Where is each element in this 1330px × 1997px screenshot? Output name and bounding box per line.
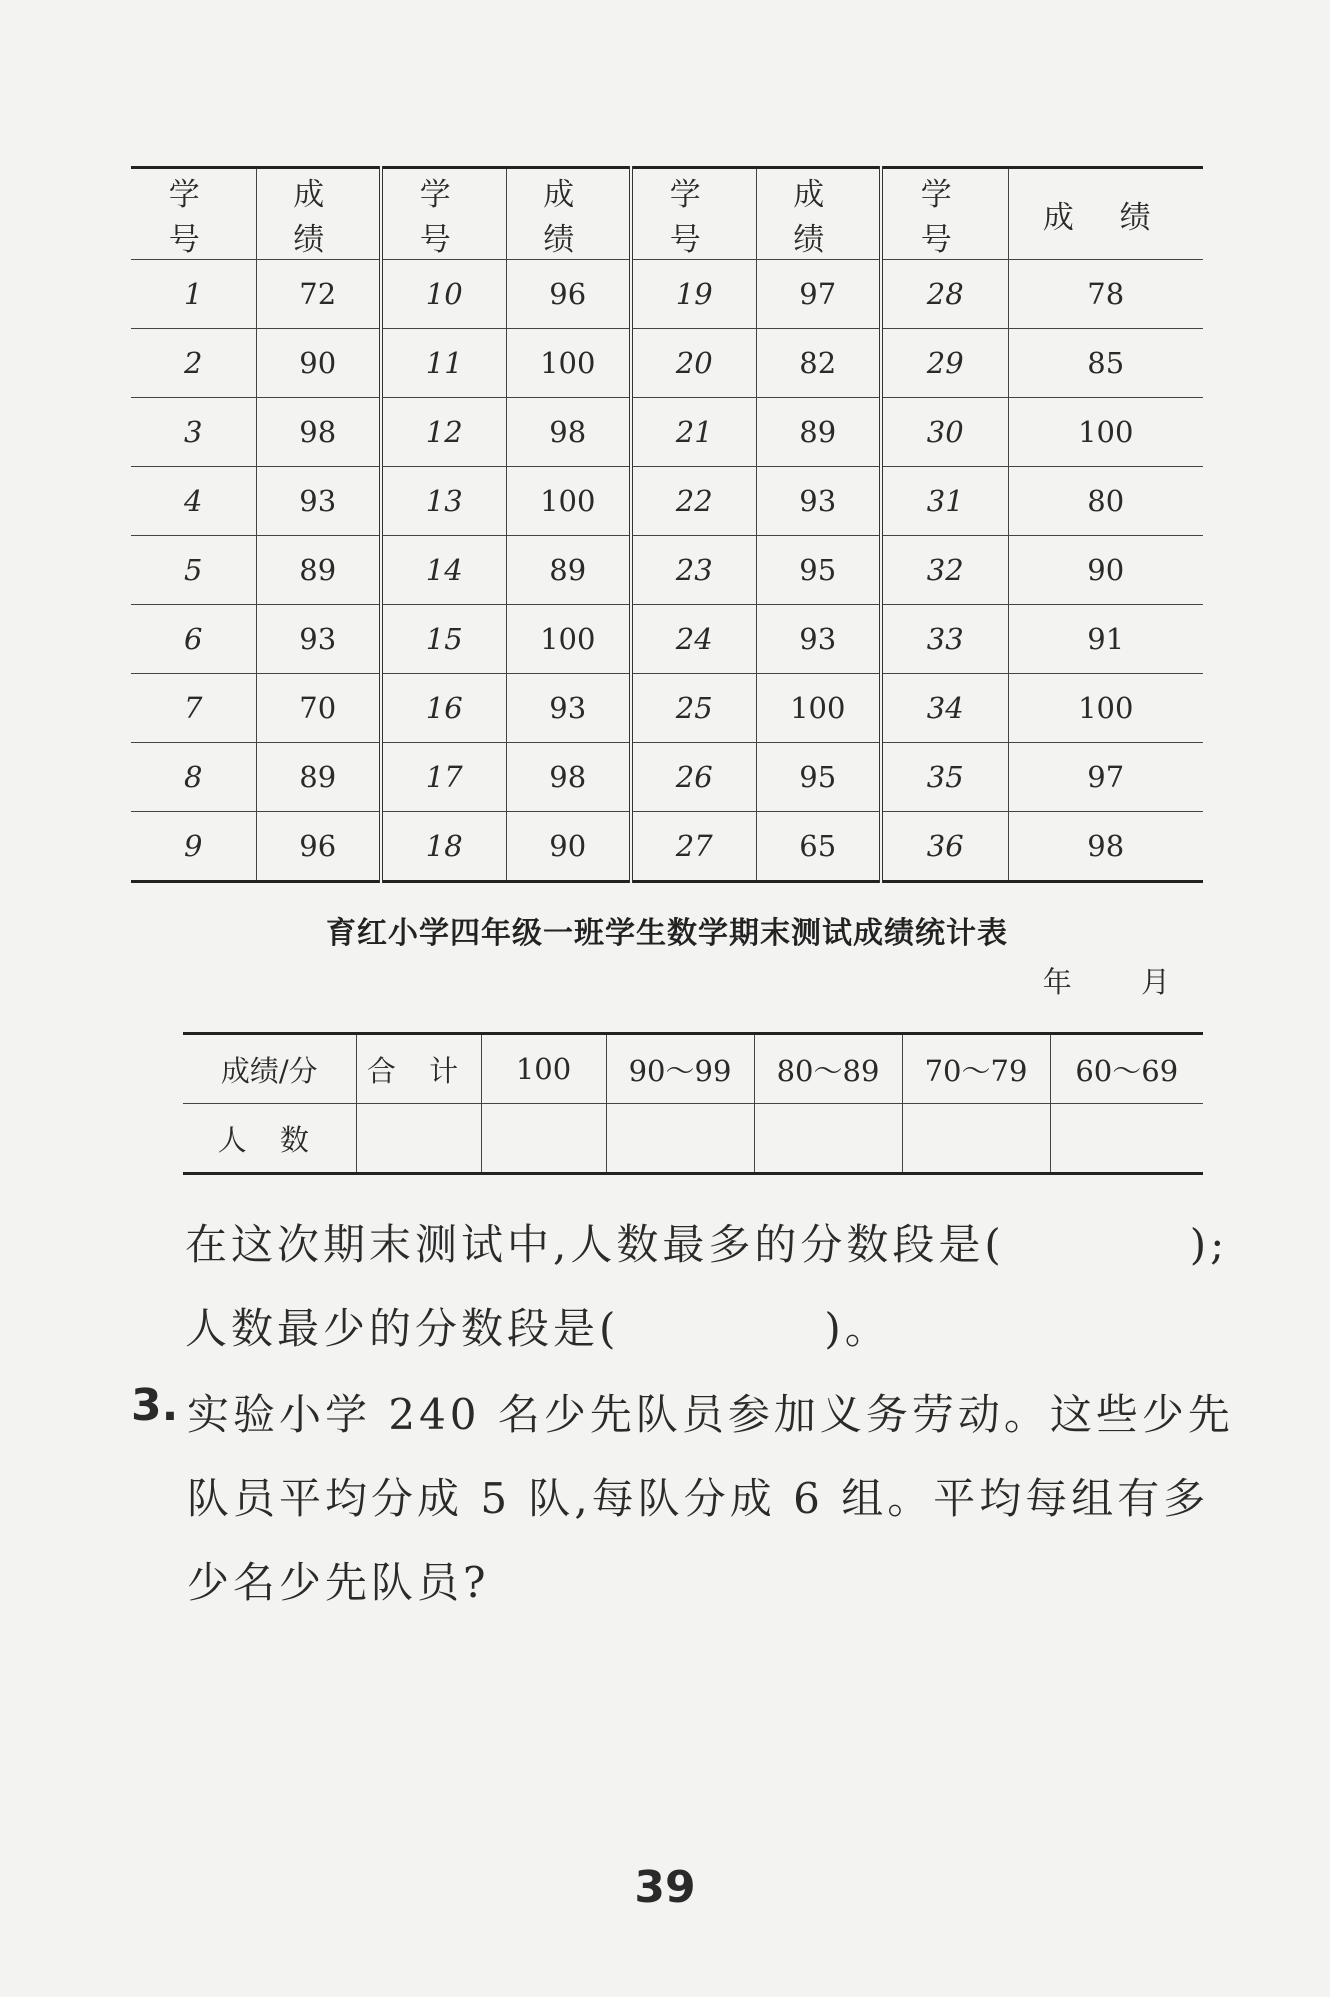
student-id-cell: 6 (131, 605, 256, 674)
score-cell: 100 (506, 467, 631, 536)
answer-cell-60-69[interactable] (1050, 1104, 1203, 1174)
student-id-cell: 23 (631, 536, 756, 605)
student-id-cell: 4 (131, 467, 256, 536)
score-cell: 98 (256, 398, 381, 467)
header-score: 成 绩 (756, 168, 881, 260)
score-cell: 90 (506, 812, 631, 882)
stat-header-total: 合 计 (356, 1034, 481, 1104)
question2-text: 人数最少的分数段是( (185, 1304, 620, 1353)
student-id-cell: 29 (881, 329, 1008, 398)
header-student-id: 学 号 (881, 168, 1008, 260)
stat-row-label: 人 数 (183, 1104, 356, 1174)
student-id-cell: 1 (131, 260, 256, 329)
student-id-cell: 16 (381, 674, 506, 743)
score-table (131, 166, 1203, 883)
table-row (131, 260, 1203, 329)
student-id-cell: 13 (381, 467, 506, 536)
date-label: 年 月 (1042, 965, 1200, 999)
question3-line3: 少名少先队员? (187, 1558, 490, 1607)
header-student-id: 学 号 (381, 168, 506, 260)
student-id-cell: 20 (631, 329, 756, 398)
question3-line2: 队员平均分成 5 队,每队分成 6 组。平均每组有多 (187, 1474, 1210, 1523)
student-id-cell: 12 (381, 398, 506, 467)
answer-cell-80-89[interactable] (754, 1104, 902, 1174)
student-id-cell: 2 (131, 329, 256, 398)
score-cell: 96 (256, 812, 381, 882)
header-score: 成 绩 (256, 168, 381, 260)
student-id-cell: 17 (381, 743, 506, 812)
header-student-id: 学 号 (131, 168, 256, 260)
student-id-cell: 28 (881, 260, 1008, 329)
student-id-cell: 31 (881, 467, 1008, 536)
student-id-cell: 19 (631, 260, 756, 329)
student-id-cell: 15 (381, 605, 506, 674)
score-cell: 100 (756, 674, 881, 743)
score-cell: 96 (506, 260, 631, 329)
header-student-id: 学 号 (631, 168, 756, 260)
stat-header-70-79: 70～79 (902, 1034, 1050, 1104)
score-cell: 98 (506, 743, 631, 812)
score-cell: 98 (506, 398, 631, 467)
student-id-cell: 14 (381, 536, 506, 605)
student-id-cell: 36 (881, 812, 1008, 882)
student-id-cell: 35 (881, 743, 1008, 812)
score-cell: 89 (256, 743, 381, 812)
answer-cell-90-99[interactable] (606, 1104, 754, 1174)
header-score: 成 绩 (506, 168, 631, 260)
score-cell: 93 (756, 605, 881, 674)
score-cell: 93 (506, 674, 631, 743)
student-id-cell: 9 (131, 812, 256, 882)
table-row (131, 536, 1203, 605)
score-cell: 97 (1008, 743, 1203, 812)
header-score: 成 绩 (1008, 168, 1203, 260)
question3-number: 3. (131, 1380, 179, 1431)
score-cell: 82 (756, 329, 881, 398)
student-id-cell: 32 (881, 536, 1008, 605)
score-cell: 78 (1008, 260, 1203, 329)
score-cell: 89 (756, 398, 881, 467)
stat-row-count (183, 1104, 1203, 1174)
score-cell: 89 (256, 536, 381, 605)
student-id-cell: 21 (631, 398, 756, 467)
stat-header-90-99: 90～99 (606, 1034, 754, 1104)
score-cell: 95 (756, 536, 881, 605)
student-id-cell: 7 (131, 674, 256, 743)
student-id-cell: 26 (631, 743, 756, 812)
question2-line2 (185, 1296, 891, 1356)
question2-text-end: )。 (824, 1304, 891, 1353)
stat-table-title: 育红小学四年级一班学生数学期末测试成绩统计表 (326, 916, 1008, 951)
student-id-cell: 24 (631, 605, 756, 674)
question2-text-end: ); (1189, 1220, 1229, 1269)
answer-cell-70-79[interactable] (902, 1104, 1050, 1174)
student-id-cell: 27 (631, 812, 756, 882)
student-id-cell: 10 (381, 260, 506, 329)
student-id-cell: 33 (881, 605, 1008, 674)
student-id-cell: 34 (881, 674, 1008, 743)
student-id-cell: 18 (381, 812, 506, 882)
score-cell: 100 (1008, 674, 1203, 743)
score-cell: 72 (256, 260, 381, 329)
table-row (131, 812, 1203, 882)
stat-header-80-89: 80～89 (754, 1034, 902, 1104)
question3-line1: 实验小学 240 名少先队员参加义务劳动。这些少先 (187, 1390, 1234, 1439)
table-row (131, 674, 1203, 743)
student-id-cell: 11 (381, 329, 506, 398)
table-row (131, 329, 1203, 398)
score-cell: 93 (256, 467, 381, 536)
stat-table-header (183, 1034, 1203, 1104)
score-cell: 80 (1008, 467, 1203, 536)
score-cell: 90 (1008, 536, 1203, 605)
stat-header-score-unit: 成绩/分 (183, 1034, 356, 1104)
score-cell: 97 (756, 260, 881, 329)
score-cell: 98 (1008, 812, 1203, 882)
score-cell: 93 (256, 605, 381, 674)
page-number: 39 (634, 1862, 696, 1913)
table-row (131, 743, 1203, 812)
question2-text: 在这次期末测试中,人数最多的分数段是( (185, 1220, 1005, 1269)
score-cell: 70 (256, 674, 381, 743)
student-id-cell: 30 (881, 398, 1008, 467)
student-id-cell: 25 (631, 674, 756, 743)
student-id-cell: 8 (131, 743, 256, 812)
table-row (131, 467, 1203, 536)
student-id-cell: 22 (631, 467, 756, 536)
answer-cell-100[interactable] (481, 1104, 606, 1174)
table-row (131, 605, 1203, 674)
stat-table (183, 1032, 1203, 1175)
score-cell: 100 (506, 329, 631, 398)
answer-cell-total[interactable] (356, 1104, 481, 1174)
score-cell: 100 (506, 605, 631, 674)
stat-header-60-69: 60～69 (1050, 1034, 1203, 1104)
score-cell: 91 (1008, 605, 1203, 674)
score-cell: 90 (256, 329, 381, 398)
score-cell: 65 (756, 812, 881, 882)
stat-header-100: 100 (481, 1034, 606, 1104)
score-cell: 85 (1008, 329, 1203, 398)
table-row (131, 398, 1203, 467)
score-cell: 100 (1008, 398, 1203, 467)
score-cell: 93 (756, 467, 881, 536)
score-table-header (131, 168, 1203, 260)
student-id-cell: 5 (131, 536, 256, 605)
question2-line1 (185, 1212, 1228, 1272)
student-id-cell: 3 (131, 398, 256, 467)
score-cell: 89 (506, 536, 631, 605)
score-cell: 95 (756, 743, 881, 812)
